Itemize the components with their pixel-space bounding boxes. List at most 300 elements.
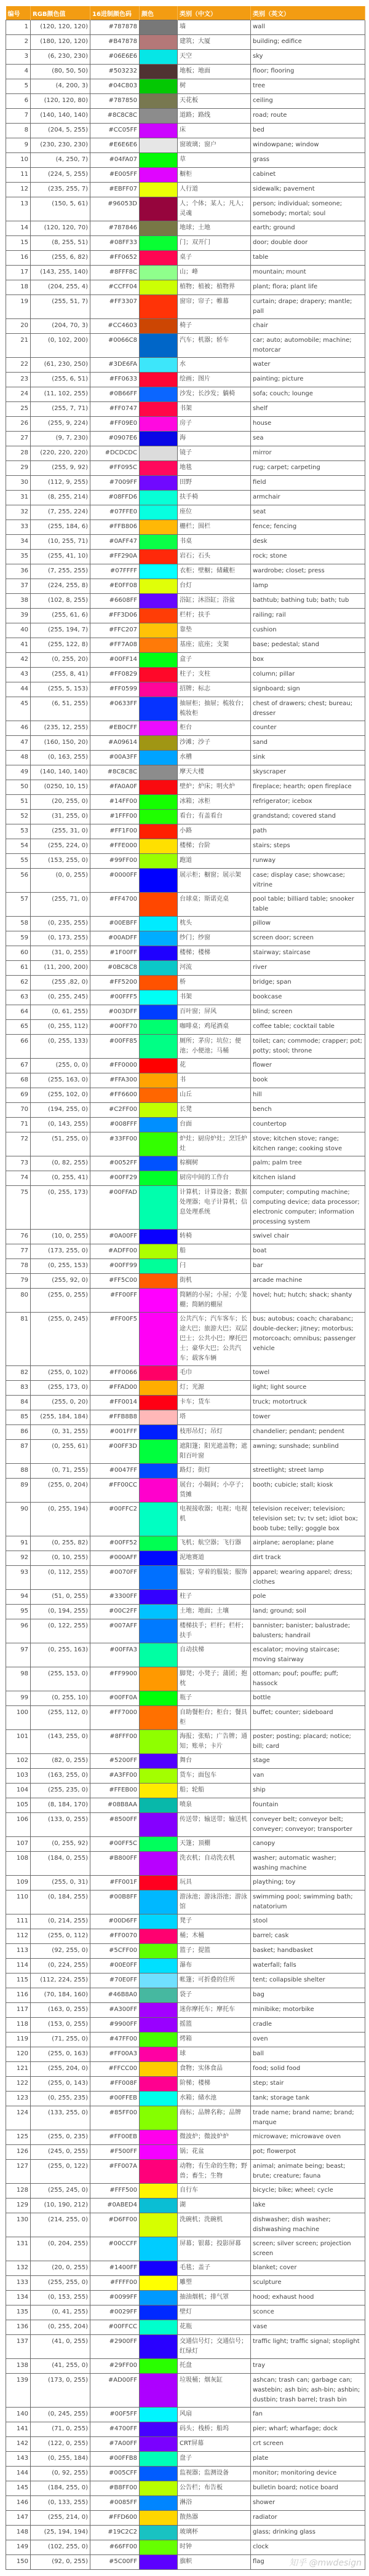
color-swatch: [140, 1784, 178, 1798]
color-table: [6, 6, 365, 2570]
category-en: trade name; brand name; brand; marque: [251, 2106, 365, 2130]
color-swatch: [140, 124, 178, 138]
class-id: 87: [6, 1440, 31, 1464]
hex-code: #FF00F5: [90, 1313, 140, 1366]
hex-code: #0085FF: [90, 2496, 140, 2511]
table-row: [6, 1551, 365, 1566]
category-cn: 镜子: [178, 446, 251, 461]
table-row: [6, 810, 365, 824]
category-cn: 服装；穿着的服装；服饰: [178, 1566, 251, 1590]
rgb-value: (255, 214, 0): [31, 2511, 90, 2526]
category-cn: 咖啡桌；鸡尾酒桌: [178, 1020, 251, 1035]
swatch-fill: [140, 668, 177, 682]
category-en: shelf: [251, 402, 365, 417]
rgb-value: (255, 245, 0): [31, 2184, 90, 2199]
hex-code: #00FF85: [90, 1035, 140, 1059]
category-cn: 小路: [178, 824, 251, 839]
rgb-value: (255, 0, 245): [31, 1313, 90, 1366]
color-swatch: [140, 824, 178, 839]
category-cn: 百叶窗；屏风: [178, 1005, 251, 1020]
swatch-fill: [140, 2003, 177, 2017]
hex-code: #8FFF8C: [90, 266, 140, 280]
class-id: 117: [6, 2003, 31, 2018]
color-swatch: [140, 2003, 178, 2018]
swatch-fill: [140, 402, 177, 416]
class-id: 100: [6, 1706, 31, 1730]
class-id: 34: [6, 535, 31, 550]
rgb-value: (71, 0, 255): [31, 2422, 90, 2437]
category-en: lake: [251, 2199, 365, 2213]
swatch-fill: [140, 2408, 177, 2422]
swatch-fill: [140, 1381, 177, 1395]
color-swatch: [140, 1619, 178, 1643]
color-swatch: [140, 609, 178, 623]
rgb-value: (0, 173, 255): [31, 931, 90, 946]
color-swatch: [140, 168, 178, 183]
category-cn: 厨房中间的工作台: [178, 1171, 251, 1186]
swatch-fill: [140, 2481, 177, 2495]
rgb-value: (0, 71, 255): [31, 1464, 90, 1479]
swatch-fill: [140, 109, 177, 123]
hex-code: #04C803: [90, 79, 140, 94]
swatch-fill: [140, 1035, 177, 1049]
hex-code: #0A00FF: [90, 1230, 140, 1244]
swatch-fill: [140, 2359, 177, 2373]
color-swatch: [140, 1852, 178, 1876]
swatch-fill: [140, 1132, 177, 1147]
class-id: 94: [6, 1590, 31, 1605]
class-id: 49: [6, 765, 31, 780]
table-row: [6, 1464, 365, 1479]
rgb-value: (0, 61, 255): [31, 1005, 90, 1020]
color-swatch: [140, 1730, 178, 1754]
category-en: skyscraper: [251, 765, 365, 780]
category-cn: 浴缸；沐浴缸；浴盆: [178, 594, 251, 609]
swatch-fill: [140, 1503, 177, 1517]
table-row: [6, 446, 365, 461]
category-en: bar: [251, 1259, 365, 1274]
class-id: 69: [6, 1088, 31, 1103]
category-en: cradle: [251, 2018, 365, 2033]
table-row: [6, 1837, 365, 1852]
rgb-value: (11, 102, 255): [31, 387, 90, 402]
category-en: sconce: [251, 2305, 365, 2320]
category-en: buffet; counter; sideboard: [251, 1706, 365, 1730]
category-en: computer; computing machine; computing device; data processor; electronic computer; information processing system: [251, 1186, 365, 1230]
swatch-fill: [140, 1073, 177, 1088]
color-swatch: [140, 1259, 178, 1274]
category-cn: 田野: [178, 476, 251, 491]
hex-code: #3300FF: [90, 1590, 140, 1605]
hex-code: #FF5200: [90, 976, 140, 990]
table-row: [6, 476, 365, 491]
category-cn: 雕塑: [178, 2276, 251, 2291]
swatch-fill: [140, 446, 177, 460]
color-swatch: [140, 417, 178, 432]
hex-code: #FFCC00: [90, 2062, 140, 2077]
hex-code: #FF0747: [90, 402, 140, 417]
swatch-fill: [140, 1754, 177, 1768]
color-swatch: [140, 20, 178, 35]
class-id: 109: [6, 1876, 31, 1891]
color-swatch: [140, 236, 178, 251]
color-swatch: [140, 2540, 178, 2555]
class-id: 57: [6, 893, 31, 917]
color-swatch: [140, 432, 178, 446]
swatch-fill: [140, 1643, 177, 1657]
class-id: 126: [6, 2145, 31, 2160]
color-swatch: [140, 1132, 178, 1156]
swatch-fill: [140, 682, 177, 697]
color-swatch: [140, 1410, 178, 1425]
rgb-value: (25, 194, 194): [31, 2526, 90, 2540]
color-swatch: [140, 251, 178, 266]
category-en: sidewalk; pavement: [251, 183, 365, 197]
class-id: 107: [6, 1837, 31, 1852]
hex-code: #8C8C8C: [90, 765, 140, 780]
rgb-value: (80, 50, 50): [31, 65, 90, 79]
hex-code: #00FFAD: [90, 1186, 140, 1230]
class-id: 102: [6, 1754, 31, 1769]
hex-code: #0000FF: [90, 869, 140, 893]
swatch-fill: [140, 1171, 177, 1185]
class-id: 12: [6, 183, 31, 197]
category-en: field: [251, 476, 365, 491]
rgb-value: (8, 255, 51): [31, 236, 90, 251]
table-row: [6, 1590, 365, 1605]
class-id: 128: [6, 2184, 31, 2199]
class-id: 98: [6, 1667, 31, 1691]
category-cn: 看台；有盖看台: [178, 810, 251, 824]
hex-code: #FFB806: [90, 520, 140, 535]
color-swatch: [140, 682, 178, 697]
category-en: road; route: [251, 109, 365, 124]
swatch-fill: [140, 520, 177, 534]
swatch-fill: [140, 2526, 177, 2540]
class-id: 73: [6, 1156, 31, 1171]
hex-code: #FFEB00: [90, 1784, 140, 1798]
rgb-value: (6, 230, 230): [31, 50, 90, 65]
hex-code: #787850: [90, 94, 140, 109]
category-cn: 衣柜；壁橱；储藏柜: [178, 564, 251, 579]
category-cn: 盒子: [178, 653, 251, 668]
category-cn: 枕头: [178, 917, 251, 931]
category-en: case; display case; showcase; vitrine: [251, 869, 365, 893]
class-id: 93: [6, 1566, 31, 1590]
swatch-fill: [140, 1929, 177, 1943]
class-id: 15: [6, 236, 31, 251]
class-id: 108: [6, 1852, 31, 1876]
category-cn: 基座；底座；支架: [178, 638, 251, 653]
swatch-fill: [140, 697, 177, 711]
watermark: 知乎 @mwdesign: [289, 2558, 362, 2568]
category-cn: 壁灯: [178, 2305, 251, 2320]
hex-code: #E0FF08: [90, 579, 140, 594]
class-id: 79: [6, 1274, 31, 1289]
color-swatch: [140, 2199, 178, 2213]
class-id: 68: [6, 1073, 31, 1088]
category-en: plaything; toy: [251, 1876, 365, 1891]
category-en: stairway; staircase: [251, 946, 365, 961]
rgb-value: (0, 194, 255): [31, 1605, 90, 1619]
category-en: bulletin board; notice board: [251, 2481, 365, 2496]
color-swatch: [140, 2452, 178, 2467]
hex-code: #DCDCDC: [90, 446, 140, 461]
class-id: 74: [6, 1171, 31, 1186]
rgb-value: (0, 41, 255): [31, 2305, 90, 2320]
swatch-fill: [140, 280, 177, 294]
swatch-fill: [140, 2237, 177, 2251]
swatch-fill: [140, 35, 177, 49]
rgb-value: (255, 31, 0): [31, 824, 90, 839]
category-en: floor; flooring: [251, 65, 365, 79]
table-row: [6, 168, 365, 183]
hex-code: #1F00FF: [90, 946, 140, 961]
class-id: 138: [6, 2359, 31, 2374]
category-en: rock; stone: [251, 550, 365, 564]
swatch-fill: [140, 183, 177, 197]
color-swatch: [140, 2526, 178, 2540]
table-row: [6, 623, 365, 638]
class-id: 19: [6, 295, 31, 319]
category-en: river: [251, 961, 365, 976]
swatch-fill: [140, 1088, 177, 1102]
hex-code: #FF7000: [90, 1706, 140, 1730]
table-row: [6, 1230, 365, 1244]
swatch-fill: [140, 917, 177, 931]
category-cn: 屏幕；银幕；投影屏幕: [178, 2237, 251, 2261]
color-swatch: [140, 1073, 178, 1088]
class-id: 63: [6, 990, 31, 1005]
class-id: 136: [6, 2320, 31, 2335]
table-row: [6, 402, 365, 417]
category-cn: 椅子: [178, 319, 251, 334]
rgb-value: (0, 245, 255): [31, 2408, 90, 2422]
color-swatch: [140, 1366, 178, 1381]
swatch-fill: [140, 2261, 177, 2275]
hex-code: #FF3307: [90, 295, 140, 319]
category-en: book: [251, 1073, 365, 1088]
swatch-fill: [140, 153, 177, 167]
color-swatch: [140, 946, 178, 961]
swatch-fill: [140, 334, 177, 348]
table-row: [6, 505, 365, 520]
category-cn: 路灯；街灯: [178, 1464, 251, 1479]
color-swatch: [140, 1876, 178, 1891]
table-row: [6, 1073, 365, 1088]
hex-code: #47FF00: [90, 2033, 140, 2047]
class-id: 60: [6, 946, 31, 961]
rgb-value: (112, 224, 255): [31, 1973, 90, 1988]
category-en: countertop: [251, 1118, 365, 1132]
category-en: stool: [251, 1914, 365, 1929]
category-en: shower: [251, 2496, 365, 2511]
table-row: [6, 2540, 365, 2555]
class-id: 137: [6, 2335, 31, 2359]
color-swatch: [140, 2130, 178, 2145]
class-id: 131: [6, 2237, 31, 2261]
category-cn: 冰箱；冰柜: [178, 795, 251, 810]
hex-code: #003DFF: [90, 1005, 140, 1020]
hex-code: #007AFF: [90, 1619, 140, 1643]
category-en: armchair: [251, 491, 365, 505]
swatch-fill: [140, 1667, 177, 1681]
category-cn: 水箱；储水池: [178, 2092, 251, 2106]
category-cn: 动物；有生命的生物；野兽；畜生；生物: [178, 2160, 251, 2184]
color-swatch: [140, 153, 178, 168]
rgb-value: (70, 184, 160): [31, 1988, 90, 2003]
table-row: [6, 1259, 365, 1274]
class-id: 16: [6, 251, 31, 266]
class-id: 52: [6, 810, 31, 824]
color-swatch: [140, 1769, 178, 1784]
hex-code: #FFC207: [90, 623, 140, 638]
color-swatch: [140, 839, 178, 854]
table-row: [6, 751, 365, 765]
color-swatch: [140, 1667, 178, 1691]
category-en: traffic light; traffic signal; stoplight: [251, 2335, 365, 2359]
hex-code: #0BC8C8: [90, 961, 140, 976]
category-cn: 船；轮船: [178, 1784, 251, 1798]
rgb-value: (0, 255, 184): [31, 2452, 90, 2467]
color-swatch: [140, 2374, 178, 2408]
class-id: 75: [6, 1186, 31, 1230]
table-row: [6, 839, 365, 854]
color-swatch: [140, 2145, 178, 2160]
category-cn: 汽车；机器；轿车: [178, 334, 251, 358]
table-row: [6, 1313, 365, 1366]
category-en: ship: [251, 1784, 365, 1798]
table-row: [6, 2145, 365, 2160]
category-en: tray: [251, 2359, 365, 2374]
rgb-value: (255, 235, 0): [31, 1784, 90, 1798]
swatch-fill: [140, 2160, 177, 2174]
swatch-fill: [140, 1396, 177, 1410]
hex-code: #0907E6: [90, 432, 140, 446]
table-row: [6, 1088, 365, 1103]
hex-code: #00B8FF: [90, 1891, 140, 1914]
table-row: [6, 1366, 365, 1381]
category-cn: 山丘: [178, 1088, 251, 1103]
hex-code: #EBFF07: [90, 183, 140, 197]
header-color: 颜色: [140, 6, 178, 20]
rgb-value: (150, 5, 61): [31, 197, 90, 221]
rgb-value: (153, 0, 255): [31, 2018, 90, 2033]
category-cn: 监视器；监测设备: [178, 2467, 251, 2481]
category-en: tent; collapsible shelter: [251, 1973, 365, 1988]
color-swatch: [140, 1929, 178, 1944]
color-swatch: [140, 869, 178, 893]
class-id: 145: [6, 2481, 31, 2496]
rgb-value: (0, 255, 10): [31, 1691, 90, 1706]
category-en: bottle: [251, 1691, 365, 1706]
category-en: microwave; microwave oven: [251, 2130, 365, 2145]
color-swatch: [140, 387, 178, 402]
class-id: 119: [6, 2033, 31, 2047]
table-body: [6, 20, 365, 2570]
table-row: [6, 2213, 365, 2237]
category-en: stove; kitchen stove; range; kitchen range; cooking stove: [251, 1132, 365, 1156]
category-en: sky: [251, 50, 365, 65]
class-id: 61: [6, 961, 31, 976]
category-en: stage: [251, 1754, 365, 1769]
hex-code: #FF6600: [90, 1088, 140, 1103]
swatch-fill: [140, 623, 177, 638]
category-cn: 袋子: [178, 1988, 251, 2003]
class-id: 58: [6, 917, 31, 931]
hex-code: #FFFF00: [90, 2276, 140, 2291]
table-row: [6, 373, 365, 387]
swatch-fill: [140, 2496, 177, 2510]
category-cn: 托盘: [178, 2359, 251, 2374]
category-en: chair: [251, 319, 365, 334]
table-row: [6, 1171, 365, 1186]
rgb-value: (10, 0, 255): [31, 1230, 90, 1244]
rgb-value: (0, 255, 20): [31, 653, 90, 668]
class-id: 113: [6, 1944, 31, 1959]
swatch-fill: [140, 432, 177, 446]
hex-code: #00FF5C: [90, 1837, 140, 1852]
category-en: table: [251, 251, 365, 266]
category-en: light; light source: [251, 1381, 365, 1396]
category-cn: 枝形吊灯；吊灯: [178, 1425, 251, 1440]
swatch-fill: [140, 1619, 177, 1634]
hex-code: #2900FF: [90, 2335, 140, 2359]
category-en: desk: [251, 535, 365, 550]
color-swatch: [140, 1988, 178, 2003]
rgb-value: (122, 0, 255): [31, 2437, 90, 2452]
category-en: building; edifice: [251, 35, 365, 50]
color-swatch: [140, 961, 178, 976]
class-id: 148: [6, 2526, 31, 2540]
rgb-value: (0, 255, 92): [31, 1837, 90, 1852]
color-swatch: [140, 138, 178, 153]
rgb-value: (120, 120, 80): [31, 94, 90, 109]
category-en: escalator; moving staircase; moving stairway: [251, 1643, 365, 1667]
category-cn: 电视接收器；电视；电视机: [178, 1503, 251, 1536]
swatch-fill: [140, 2511, 177, 2525]
category-cn: 土地；地面；土壤: [178, 1605, 251, 1619]
hex-code: #00FFA3: [90, 1643, 140, 1667]
swatch-fill: [140, 1425, 177, 1439]
table-row: [6, 109, 365, 124]
table-row: [6, 1396, 365, 1410]
table-row: [6, 2320, 365, 2335]
rgb-value: (255, 9, 92): [31, 461, 90, 476]
table-row: [6, 594, 365, 609]
table-row: [6, 1440, 365, 1464]
rgb-value: (92, 255, 0): [31, 1944, 90, 1959]
rgb-value: (0, 255, 112): [31, 1020, 90, 1035]
rgb-value: (224, 5, 255): [31, 168, 90, 183]
rgb-value: (0, 255, 133): [31, 1035, 90, 1059]
rgb-value: (194, 255, 0): [31, 1103, 90, 1118]
swatch-fill: [140, 1410, 177, 1424]
table-row: [6, 1798, 365, 1813]
rgb-value: (0, 214, 255): [31, 1914, 90, 1929]
category-cn: 垃圾桶；烟灰缸: [178, 2374, 251, 2408]
class-id: 83: [6, 1381, 31, 1396]
category-en: chandelier; pendant; pendent: [251, 1425, 365, 1440]
table-row: [6, 2106, 365, 2130]
color-swatch: [140, 1503, 178, 1536]
hex-code: #FA0A0F: [90, 780, 140, 795]
category-cn: 帐篷；可折叠的住所: [178, 1973, 251, 1988]
category-cn: 棕榈树: [178, 1156, 251, 1171]
color-swatch: [140, 1289, 178, 1313]
color-swatch: [140, 266, 178, 280]
color-swatch: [140, 2160, 178, 2184]
